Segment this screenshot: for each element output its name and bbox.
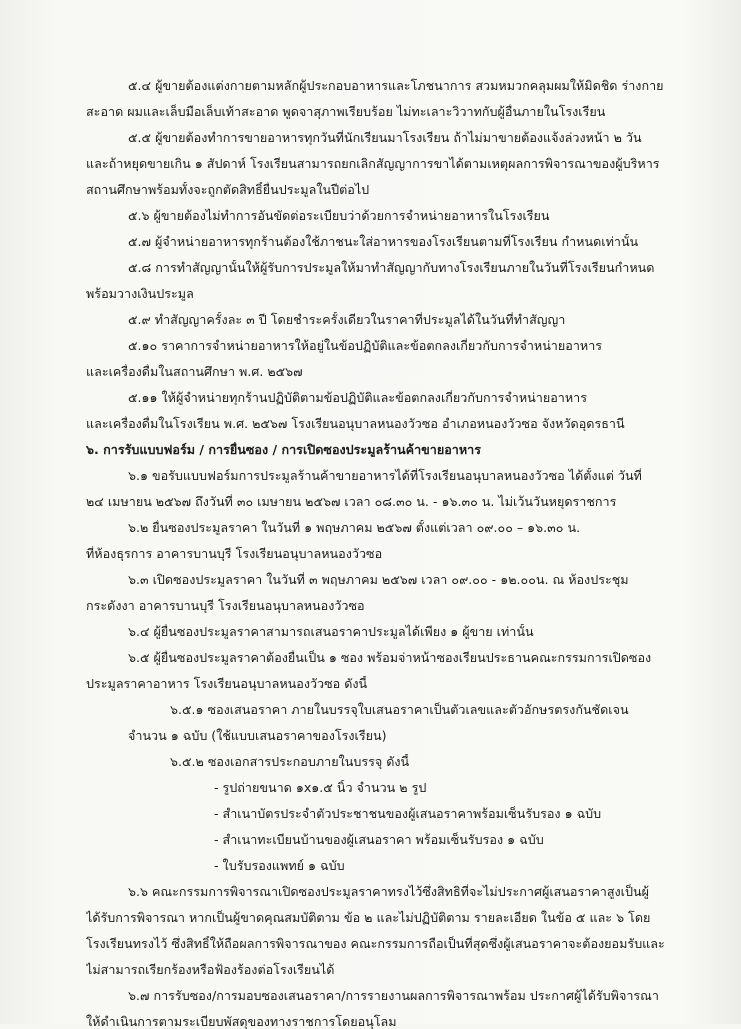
list-item: - รูปถ่ายขนาด ๑x๑.๕ นิ้ว จำนวน ๒ รูป <box>214 780 427 795</box>
list-item: - ใบรับรองแพทย์ ๑ ฉบับ <box>214 858 345 873</box>
text-line: ๖.๓ เปิดซองประมูลราคา ในวันที่ ๓ พฤษภาคม ๒๕๖๗ เวลา ๐๙.๐๐ - ๑๒.๐๐น. ณ ห้องประชุม <box>128 572 629 587</box>
text-line: พร้อมวางเงินประมูล <box>86 286 194 301</box>
text-line: สะอาด ผมและเล็บมือเล็บเท้าสะอาด พูดจาสุภาพเรียบร้อย ไม่ทะเลาะวิวาทกับผู้อื่นภายในโรงเรียน <box>86 104 606 119</box>
text-line: ๖.๕.๒ ซองเอกสารประกอบภายในบรรจุ ดังนี้ <box>170 754 410 769</box>
text-line: ๕.๑๐ ราคาการจำหน่ายอาหารให้อยู่ในข้อปฏิบัติและข้อตกลงเกี่ยวกับการจำหน่ายอาหาร <box>128 338 603 353</box>
text-line: ให้ดำเนินการตามระเบียบพัสดุของทางราชการโดยอนุโลม <box>86 1014 397 1029</box>
list-item: - สำเนาทะเบียนบ้านของผู้เสนอราคา พร้อมเซ็นรับรอง ๑ ฉบับ <box>214 832 544 847</box>
text-line: ๕.๔ ผู้ขายต้องแต่งกายตามหลักผู้ประกอบอาหารและโภชนาการ สวมหมวกคลุมผมให้มิดชิด ร่างกาย <box>128 78 664 93</box>
text-line: ๕.๙ ทำสัญญาครั้งละ ๓ ปี โดยชำระครั้งเดียวในราคาที่ประมูลได้ในวันที่ทำสัญญา <box>128 312 566 327</box>
text-line: ที่ห้องธุรการ อาคารบานบุรี โรงเรียนอนุบาลหนองวัวซอ <box>86 546 383 561</box>
section-heading: ๖. การรับแบบฟอร์ม / การยื่นซอง / การเปิดซองประมูลร้านค้าขายอาหาร <box>86 442 481 457</box>
text-line: โรงเรียนทรงไว้ ซึ่งสิทธิ์ให้ถือผลการพิจารณาของ คณะกรรมการถือเป็นที่สุดซึ่งผู้เสนอราคาจะต้องยอมรับและ <box>86 936 665 951</box>
text-line: ๒๔ เมษายน ๒๕๖๗ ถึงวันที่ ๓๐ เมษายน ๒๕๖๗ เวลา ๐๘.๓๐ น. - ๑๖.๓๐ น. ไม่เว้นวันหยุดราชการ <box>86 494 617 509</box>
text-line: ๕.๖ ผู้ขายต้องไม่ทำการอันขัดต่อระเบียบว่าด้วยการจำหน่ายอาหารในโรงเรียน <box>128 208 550 223</box>
text-line: ๖.๗ การรับซอง/การมอบซองเสนอราคา/การรายงานผลการพิจารณาพร้อม ประกาศผู้ได้รับพิจารณา <box>128 988 659 1003</box>
text-line: ๖.๕.๑ ซองเสนอราคา ภายในบรรจุใบเสนอราคาเป็นตัวเลขและตัวอักษรตรงกันชัดเจน <box>170 702 629 717</box>
text-line: ๖.๑ ขอรับแบบฟอร์มการประมูลร้านค้าขายอาหารได้ที่โรงเรียนอนุบาลหนองวัวซอ ได้ตั้งแต่ วันที่ <box>128 468 642 483</box>
text-line: ๕.๑๑ ให้ผู้จำหน่ายทุกร้านปฏิบัติตามข้อปฏิบัติและข้อตกลงเกี่ยวกับการจำหน่ายอาหาร <box>128 390 587 405</box>
text-line: ๕.๗ ผู้จำหน่ายอาหารทุกร้านต้องใช้ภาชนะใส่อาหารของโรงเรียนตามที่โรงเรียน กำหนดเท่านั้น <box>128 234 639 249</box>
text-line: ประมูลราคาอาหาร โรงเรียนอนุบาลหนองวัวซอ ดังนี้ <box>86 676 368 691</box>
text-line: จำนวน ๑ ฉบับ (ใช้แบบเสนอราคาของโรงเรียน) <box>128 728 387 743</box>
text-line: ๖.๖ คณะกรรมการพิจารณาเปิดซองประมูลราคาทรงไว้ซึ่งสิทธิที่จะไม่ประกาศผู้เสนอราคาสูงเป็นผู้ <box>128 884 649 899</box>
text-line: ๕.๘ การทำสัญญานั้นให้ผู้รับการประมูลให้มาทำสัญญากับทางโรงเรียนภายในวันที่โรงเรียนกำหนด <box>128 260 655 275</box>
text-line: ๖.๒ ยื่นซองประมูลราคา ในวันที่ ๑ พฤษภาคม ๒๕๖๗ ตั้งแต่เวลา ๐๙.๐๐ – ๑๖.๓๐ น. <box>128 520 581 535</box>
list-item: - สำเนาบัตรประจำตัวประชาชนของผู้เสนอราคาพร้อมเซ็นรับรอง ๑ ฉบับ <box>214 806 602 821</box>
text-line: และเครื่องดื่มในสถานศึกษา พ.ศ. ๒๕๖๗ <box>86 364 303 379</box>
text-line: ไม่สามารถเรียกร้องหรือฟ้องร้องต่อโรงเรียนได้ <box>86 962 335 977</box>
text-line: ๖.๕ ผู้ยื่นซองประมูลราคาต้องยื่นเป็น ๑ ซอง พร้อมจ่าหน้าซองเรียนประธานคณะกรรมการเปิดซอง <box>128 650 652 665</box>
text-line: ๖.๔ ผู้ยื่นซองประมูลราคาสามารถเสนอราคาประมูลได้เพียง ๑ ผู้ขาย เท่านั้น <box>128 624 534 639</box>
text-line: และเครื่องดื่มในโรงเรียน พ.ศ. ๒๕๖๗ โรงเรียนอนุบาลหนองวัวซอ อำเภอหนองวัวซอ จังหวัดอุดรธานี <box>86 416 625 431</box>
text-line: ได้รับการพิจารณา หากเป็นผู้ขาดคุณสมบัติตาม ข้อ ๒ และไม่ปฏิบัติตาม รายละเอียด ในข้อ ๕ และ ๖ โดย <box>86 910 651 925</box>
text-line: สถานศึกษาพร้อมทั้งจะถูกตัดสิทธิ์ยื่นประมูลในปีต่อไป <box>86 182 370 197</box>
text-line: ๕.๕ ผู้ขายต้องทำการขายอาหารทุกวันที่นักเรียนมาโรงเรียน ถ้าไม่มาขายต้องแจ้งล่วงหน้า ๒ วัน <box>128 130 642 145</box>
text-line: และถ้าหยุดขายเกิน ๑ สัปดาห์ โรงเรียนสามารถยกเลิกสัญญาการขาได้ตามเหตุผลการพิจารณาของผู้บริหาร <box>86 156 660 171</box>
text-line: กระดังงา อาคารบานบุรี โรงเรียนอนุบาลหนองวัวซอ <box>86 598 365 613</box>
